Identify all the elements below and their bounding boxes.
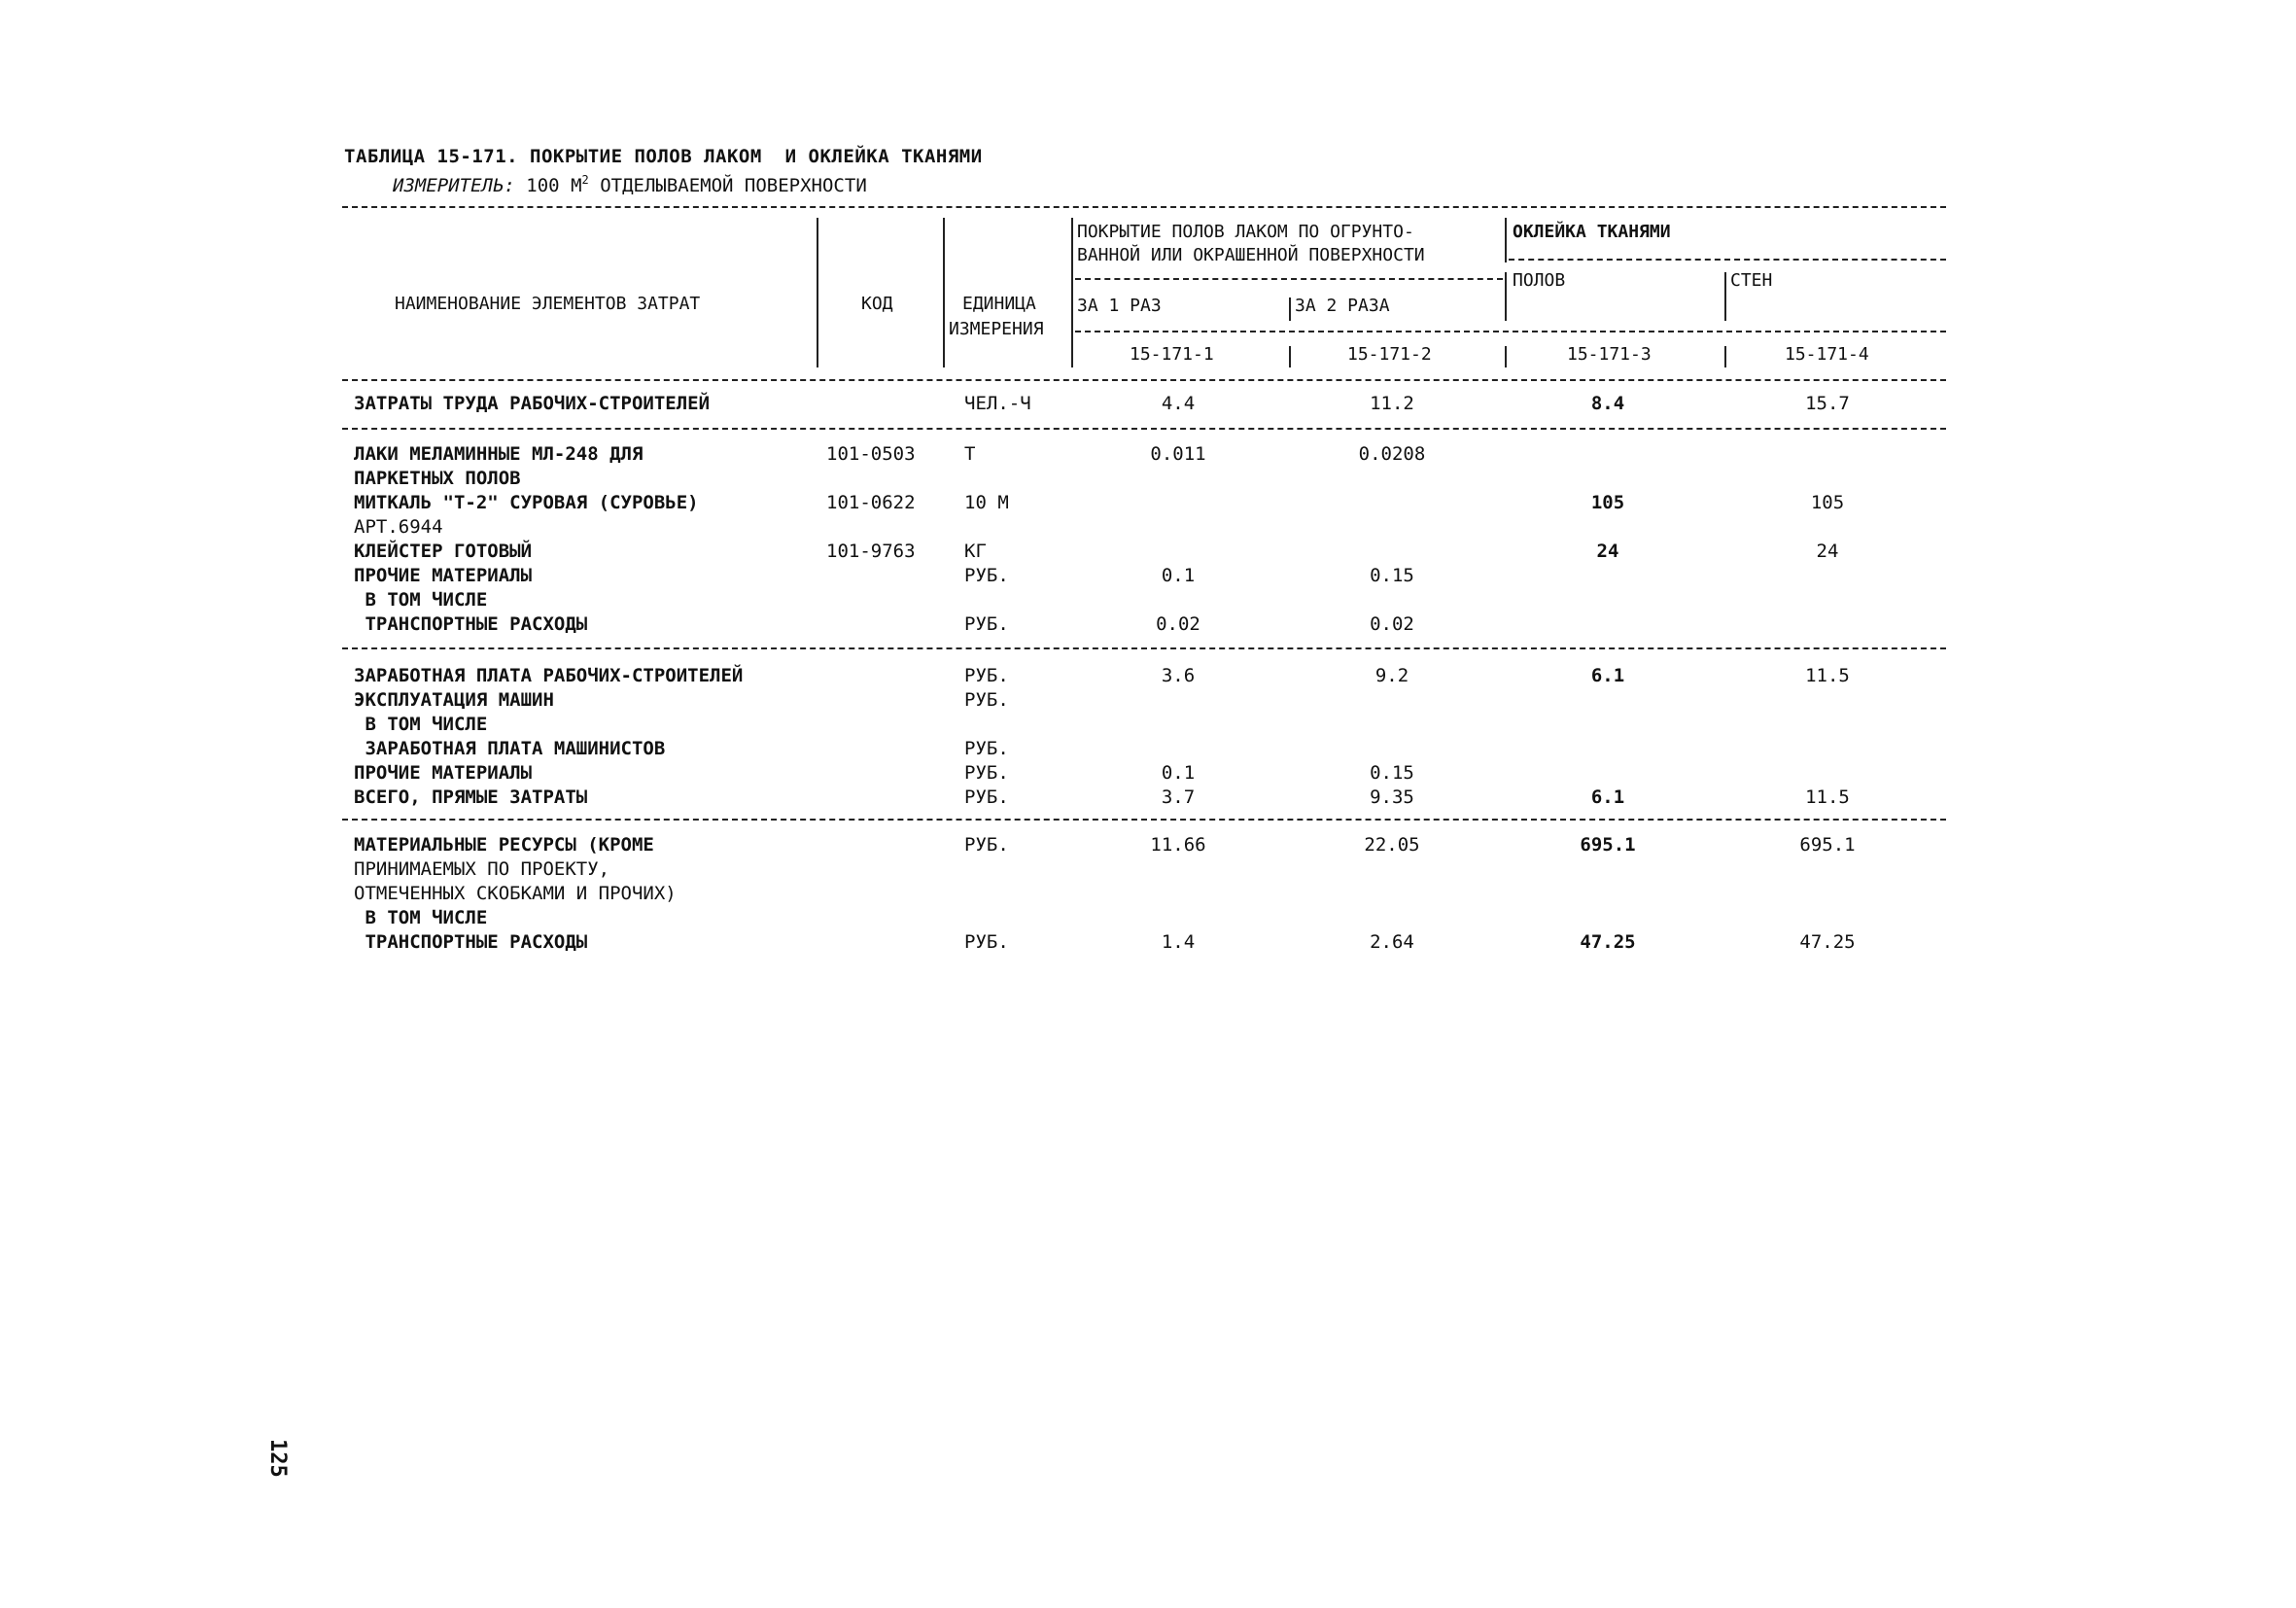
- row-15-value-3: 695.1: [1580, 834, 1636, 856]
- row-14-value-1: 3.7: [1161, 787, 1196, 808]
- section-rule-2: [342, 647, 1946, 649]
- row-0-value-2: 11.2: [1370, 393, 1414, 414]
- header-code-2: 15-171-2: [1347, 344, 1432, 365]
- row-14-value-4: 11.5: [1805, 787, 1850, 808]
- row-7-name: В ТОМ ЧИСЛЕ: [354, 589, 488, 611]
- header-code-3: 15-171-3: [1567, 344, 1652, 365]
- header-sep-sub1-sub2: [1289, 297, 1291, 321]
- header-sep-unit-g1: [1071, 218, 1073, 367]
- table-title: ТАБЛИЦА 15-171. ПОКРЫТИЕ ПОЛОВ ЛАКОМ И ОКЛЕЙКА ТКАНЯМИ: [344, 146, 983, 167]
- row-3-value-4: 105: [1810, 492, 1845, 513]
- header-code-4: 15-171-4: [1785, 344, 1869, 365]
- header-sub3: ПОЛОВ: [1513, 270, 1566, 291]
- header-sep-sub3-sub4: [1724, 272, 1726, 321]
- row-13-value-1: 0.1: [1161, 762, 1196, 784]
- row-11-name: В ТОМ ЧИСЛЕ: [354, 714, 488, 735]
- row-6-unit: РУБ.: [964, 565, 1009, 586]
- row-9-name: ЗАРАБОТНАЯ ПЛАТА РАБОЧИХ-СТРОИТЕЛЕЙ: [354, 665, 744, 686]
- measure-unit: М: [571, 175, 582, 196]
- header-code-1: 15-171-1: [1130, 344, 1214, 365]
- row-13-value-2: 0.15: [1370, 762, 1414, 784]
- section-rule-3: [342, 819, 1946, 821]
- header-sep-code-unit: [943, 218, 945, 367]
- row-3-unit: 10 М: [964, 492, 1009, 513]
- row-19-name: ТРАНСПОРТНЫЕ РАСХОДЫ: [354, 931, 588, 953]
- row-8-value-1: 0.02: [1156, 613, 1200, 635]
- row-15-value-1: 11.66: [1150, 834, 1206, 856]
- header-code: КОД: [861, 294, 893, 314]
- header-sep-code3-code4: [1724, 346, 1726, 367]
- row-12-name: ЗАРАБОТНАЯ ПЛАТА МАШИНИСТОВ: [354, 738, 666, 759]
- header-sep-name-code: [817, 218, 818, 367]
- row-9-value-3: 6.1: [1590, 665, 1625, 686]
- row-3-value-3: 105: [1590, 492, 1625, 513]
- header-rule-group2: [1509, 259, 1946, 261]
- header-unit-line2: ИЗМЕРЕНИЯ: [949, 319, 1044, 339]
- row-16-name: ПРИНИМАЕМЫХ ПО ПРОЕКТУ,: [354, 858, 610, 880]
- header-sub4: СТЕН: [1730, 270, 1773, 291]
- measure-value: 100: [526, 175, 560, 196]
- row-8-value-2: 0.02: [1370, 613, 1414, 635]
- row-8-name: ТРАНСПОРТНЫЕ РАСХОДЫ: [354, 613, 588, 635]
- measure-line: [393, 173, 867, 196]
- row-3-name: МИТКАЛЬ "Т-2" СУРОВАЯ (СУРОВЬЕ): [354, 492, 699, 513]
- row-2-name: ПАРКЕТНЫХ ПОЛОВ: [354, 468, 521, 489]
- measure-unit-exp: 2: [581, 173, 589, 187]
- measure-label: ИЗМЕРИТЕЛЬ:: [393, 175, 515, 196]
- row-6-value-1: 0.1: [1161, 565, 1196, 586]
- row-14-unit: РУБ.: [964, 787, 1009, 808]
- row-1-code: 101-0503: [826, 443, 916, 465]
- section-rule-1: [342, 428, 1946, 430]
- header-sub2: ЗА 2 РАЗА: [1295, 296, 1390, 316]
- header-name: НАИМЕНОВАНИЕ ЭЛЕМЕНТОВ ЗАТРАТ: [395, 294, 701, 314]
- header-sep-code1-code2: [1289, 346, 1291, 367]
- header-group1-line1: ПОКРЫТИЕ ПОЛОВ ЛАКОМ ПО ОГРУНТО-: [1077, 222, 1414, 242]
- row-8-unit: РУБ.: [964, 613, 1009, 635]
- row-18-name: В ТОМ ЧИСЛЕ: [354, 907, 488, 928]
- row-6-name: ПРОЧИЕ МАТЕРИАЛЫ: [354, 565, 533, 586]
- row-9-value-2: 9.2: [1374, 665, 1409, 686]
- row-14-value-2: 9.35: [1370, 787, 1414, 808]
- row-19-value-4: 47.25: [1799, 931, 1856, 953]
- measure-rest: ОТДЕЛЫВАЕМОЙ ПОВЕРХНОСТИ: [600, 175, 867, 196]
- row-9-value-1: 3.6: [1161, 665, 1196, 686]
- row-0-value-3: 8.4: [1590, 393, 1625, 414]
- header-sub1: ЗА 1 РАЗ: [1077, 296, 1162, 316]
- row-5-code: 101-9763: [826, 541, 916, 562]
- row-5-unit: КГ: [964, 541, 987, 562]
- header-top-rule: [342, 206, 1946, 208]
- row-19-value-2: 2.64: [1370, 931, 1414, 953]
- row-5-value-3: 24: [1596, 541, 1619, 562]
- row-10-unit: РУБ.: [964, 689, 1009, 711]
- row-5-value-4: 24: [1816, 541, 1839, 562]
- row-0-value-4: 15.7: [1805, 393, 1850, 414]
- row-0-unit: ЧЕЛ.-Ч: [964, 393, 1031, 414]
- row-1-name: ЛАКИ МЕЛАМИННЫЕ МЛ-248 ДЛЯ: [354, 443, 644, 465]
- row-12-unit: РУБ.: [964, 738, 1009, 759]
- header-rule-group1: [1075, 278, 1503, 280]
- header-unit-line1: ЕДИНИЦА: [962, 294, 1036, 314]
- row-0-name: ЗАТРАТЫ ТРУДА РАБОЧИХ-СТРОИТЕЛЕЙ: [354, 393, 711, 414]
- page-number: 125: [265, 1439, 290, 1478]
- row-3-code: 101-0622: [826, 492, 916, 513]
- header-sep-code2-code3: [1505, 346, 1507, 367]
- row-9-value-4: 11.5: [1805, 665, 1850, 686]
- row-13-name: ПРОЧИЕ МАТЕРИАЛЫ: [354, 762, 533, 784]
- row-19-unit: РУБ.: [964, 931, 1009, 953]
- row-1-value-1: 0.011: [1150, 443, 1206, 465]
- row-19-value-1: 1.4: [1161, 931, 1196, 953]
- row-15-name: МАТЕРИАЛЬНЫЕ РЕСУРСЫ (КРОМЕ: [354, 834, 654, 856]
- header-group2: ОКЛЕЙКА ТКАНЯМИ: [1513, 222, 1671, 242]
- row-1-value-2: 0.0208: [1358, 443, 1426, 465]
- row-17-name: ОТМЕЧЕННЫХ СКОБКАМИ И ПРОЧИХ): [354, 883, 677, 904]
- row-1-unit: Т: [964, 443, 976, 465]
- header-rule-codes: [1075, 331, 1946, 332]
- row-15-unit: РУБ.: [964, 834, 1009, 856]
- row-4-name: АРТ.6944: [354, 516, 443, 538]
- header-bottom-rule: [342, 379, 1946, 381]
- row-9-unit: РУБ.: [964, 665, 1009, 686]
- row-14-name: ВСЕГО, ПРЯМЫЕ ЗАТРАТЫ: [354, 787, 588, 808]
- row-6-value-2: 0.15: [1370, 565, 1414, 586]
- row-5-name: КЛЕЙСТЕР ГОТОВЫЙ: [354, 541, 533, 562]
- row-15-value-2: 22.05: [1364, 834, 1420, 856]
- header-group1-line2: ВАННОЙ ИЛИ ОКРАШЕННОЙ ПОВЕРХНОСТИ: [1077, 245, 1425, 265]
- row-15-value-4: 695.1: [1799, 834, 1856, 856]
- header-sep-sub2-sub3: [1505, 272, 1507, 321]
- row-10-name: ЭКСПЛУАТАЦИЯ МАШИН: [354, 689, 554, 711]
- row-0-value-1: 4.4: [1161, 393, 1196, 414]
- row-14-value-3: 6.1: [1590, 787, 1625, 808]
- row-13-unit: РУБ.: [964, 762, 1009, 784]
- header-sep-g1-g2: [1505, 218, 1507, 262]
- row-19-value-3: 47.25: [1580, 931, 1636, 953]
